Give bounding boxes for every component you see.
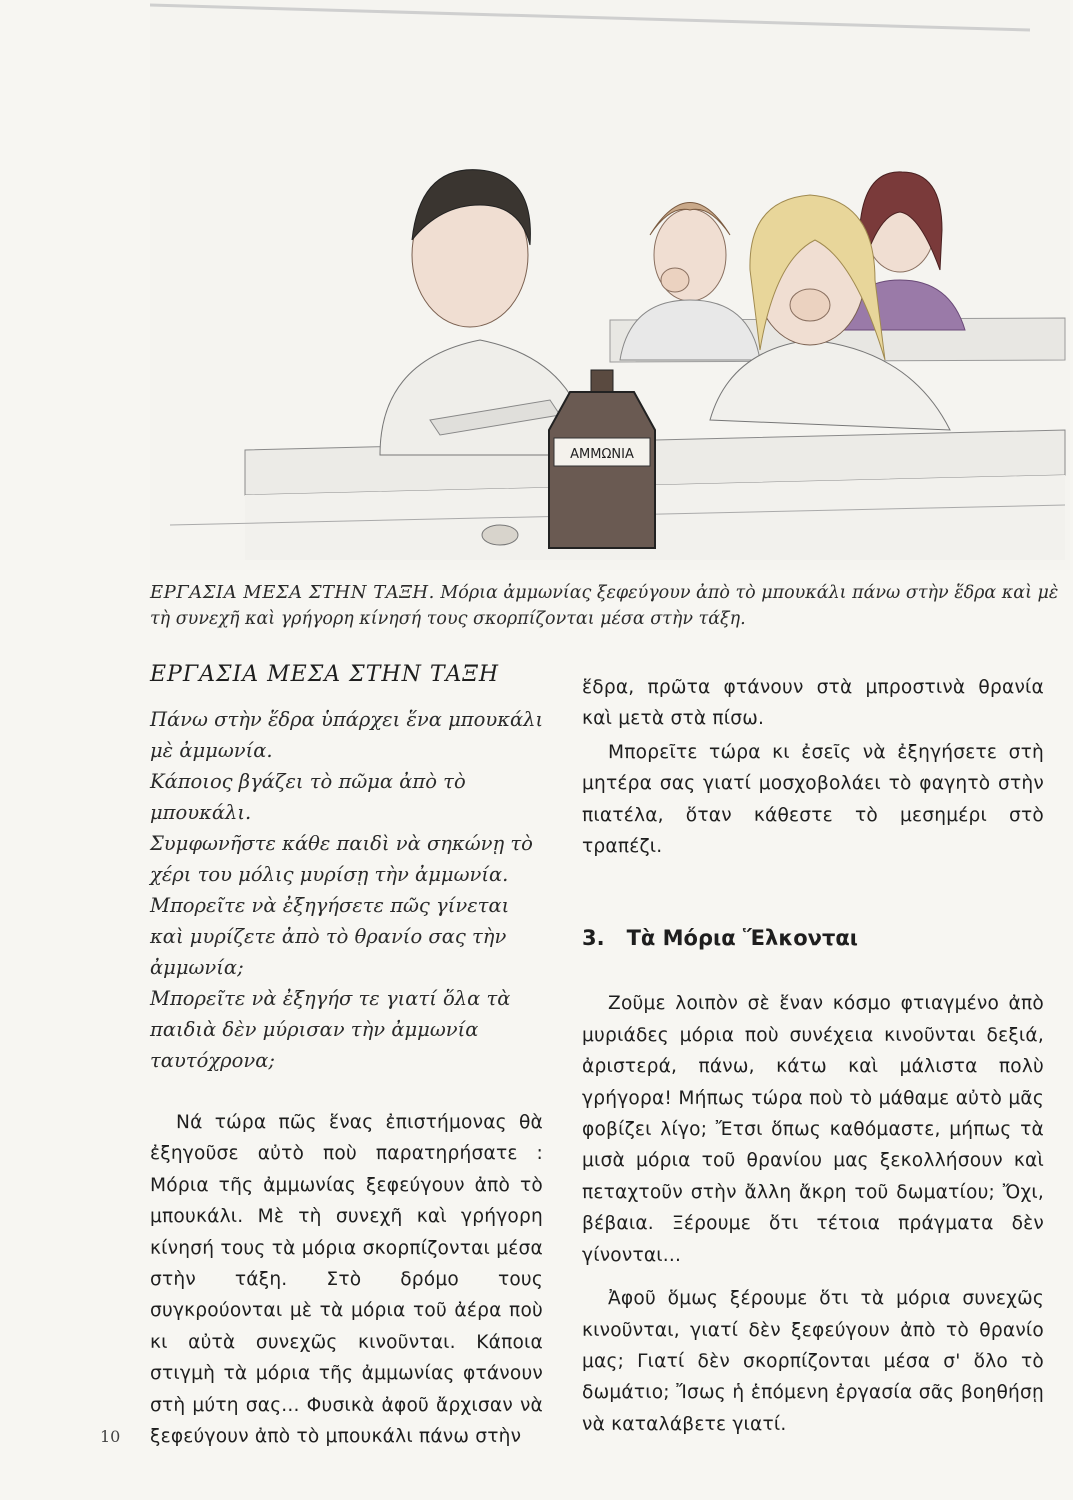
activity-line: Μπορεῖτε νὰ ἐξηγήσ τε γιατί ὅλα τὰ <box>150 987 511 1010</box>
activity-line: παιδιὰ δὲν μύρισαν τὴν ἀμμωνία <box>150 1018 479 1041</box>
activity-line: μὲ ἀμμωνία. <box>150 739 273 762</box>
molecules-paragraph: Ζοῦμε λοιπὸν σὲ ἕναν κόσμο φτιαγμένο ἀπὸ μυριάδες μόρια ποὺ συνέχεια κινοῦνται δεξιά, ἀριστερά, πάνω, κάτω καὶ μάλιστα πολὺ γρήγορα! Μήπως τώρα ποὺ τὸ μάθαμε αὐτὸ μᾶς φοβίζει λίγο; Ἔτσι ὅπως καθόμαστε, μήπως τὰ μισὰ μόρια τοῦ θρανίου μας ξεκολλήσουν καὶ πεταχτοῦν στὴν ἄλλη ἄκρη τοῦ δωματίου; Ὄχι, βέβαια. Ξέρουμε ὅτι τέτοια πράγματα δὲν γίνονται... <box>582 993 1044 1266</box>
explanation-text <box>150 1107 543 1452</box>
activity-instructions <box>150 704 550 1076</box>
figure-caption <box>150 580 1065 632</box>
section-heading <box>582 926 1044 950</box>
section-number: 3. <box>582 926 605 951</box>
activity-line: καὶ μυρίζετε ἀπὸ τὸ θρανίο σας τὴν <box>150 925 507 948</box>
activity-line: ταυτόχρονα; <box>150 1049 275 1072</box>
activity-line: Πάνω στὴν ἕδρα ὑπάρχει ἕνα μπουκάλι <box>150 708 544 731</box>
activity-line: Μπορεῖτε νὰ ἐξηγήσετε πῶς γίνεται <box>150 894 510 917</box>
bottle-label: ΑΜΜΩΝΙΑ <box>570 447 634 462</box>
activity-box <box>150 660 550 1076</box>
caption-text: Μόρια ἀμμωνίας ξεφεύγουν ἀπὸ τὸ μπουκάλι πάνω στὴν ἕδρα καὶ μὲ τὴ συνεχῆ καὶ γρήγορη κίνησή τους σκορπίζονται μέσα στὴν τάξη. <box>150 583 1059 629</box>
bottle-cork <box>482 525 518 545</box>
activity-line: Κάποιος βγάζει τὸ πῶμα ἀπὸ τὸ <box>150 770 466 793</box>
caption-title: ΕΡΓΑΣΙΑ ΜΕΣΑ ΣΤΗΝ ΤΑΞΗ. <box>150 582 435 603</box>
section-title: Τὰ Μόρια Ἕλκονται <box>626 926 858 951</box>
right-column <box>582 672 1044 1440</box>
mother-paragraph: Μπορεῖτε τώρα κι ἐσεῖς νὰ ἐξηγήσετε στὴ μητέρα σας γιατί μοσχοβολάει τὸ φαγητὸ στὴν πιατέλα, ὅταν κάθεστε τὸ μεσημέρι στὸ τραπέζι. <box>582 741 1044 858</box>
activity-line: χέρι του μόλις μυρίσῃ τὴν ἀμμωνία. <box>150 863 509 886</box>
activity-line: ἀμμωνία; <box>150 956 244 979</box>
page-number: 10 <box>100 1427 121 1446</box>
continuation-paragraph: ἕδρα, πρῶτα φτάνουν στὰ μπροστινὰ θρανία καὶ μετὰ στὰ πίσω. <box>582 677 1044 730</box>
activity-line: μπουκάλι. <box>150 801 252 824</box>
activity-heading: ΕΡΓΑΣΙΑ ΜΕΣΑ ΣΤΗΝ ΤΑΞΗ <box>150 662 500 687</box>
classroom-ammonia-illustration <box>150 0 1070 570</box>
question-paragraph: Ἀφοῦ ὅμως ξέρουμε ὅτι τὰ μόρια συνεχῶς κινοῦνται, γιατί δὲν ξεφεύγουν ἀπὸ τὸ θρανίο μας; Γιατί δὲν σκορπίζονται μέσα σ' ὅλο τὸ δωμάτιο; Ἴσως ἡ ἑπόμενη ἐργασία σᾶς βοηθήσῃ νὰ καταλάβετε γιατί. <box>582 1288 1044 1435</box>
activity-line: Συμφωνῆστε κάθε παιδὶ νὰ σηκώνῃ τὸ <box>150 832 533 855</box>
explanation-paragraph: Νά τώρα πῶς ἕνας ἐπιστήμονας θὰ ἐξηγοῦσε αὐτὸ ποὺ παρατηρήσατε : Μόρια τῆς ἀμμωνίας ξεφεύγουν ἀπὸ τὸ μπουκάλι. Μὲ τὴ συνεχῆ καὶ γρήγορη κίνησή τους τὰ μόρια σκορπίζονται μέσα στὴν τάξη. Στὸ δρόμο τους συγκρούονται μὲ τὰ μόρια τοῦ ἀέρα ποὺ κι αὐτὰ συνεχῶς κινοῦνται. Κάποια στιγμὴ τὰ μόρια τῆς ἀμμωνίας φτάνουν στὴ μύτη σας... Φυσικὰ ἀφοῦ ἄρχισαν νὰ ξεφεύγουν ἀπὸ τὸ μπουκάλι πάνω στὴν <box>150 1112 543 1448</box>
